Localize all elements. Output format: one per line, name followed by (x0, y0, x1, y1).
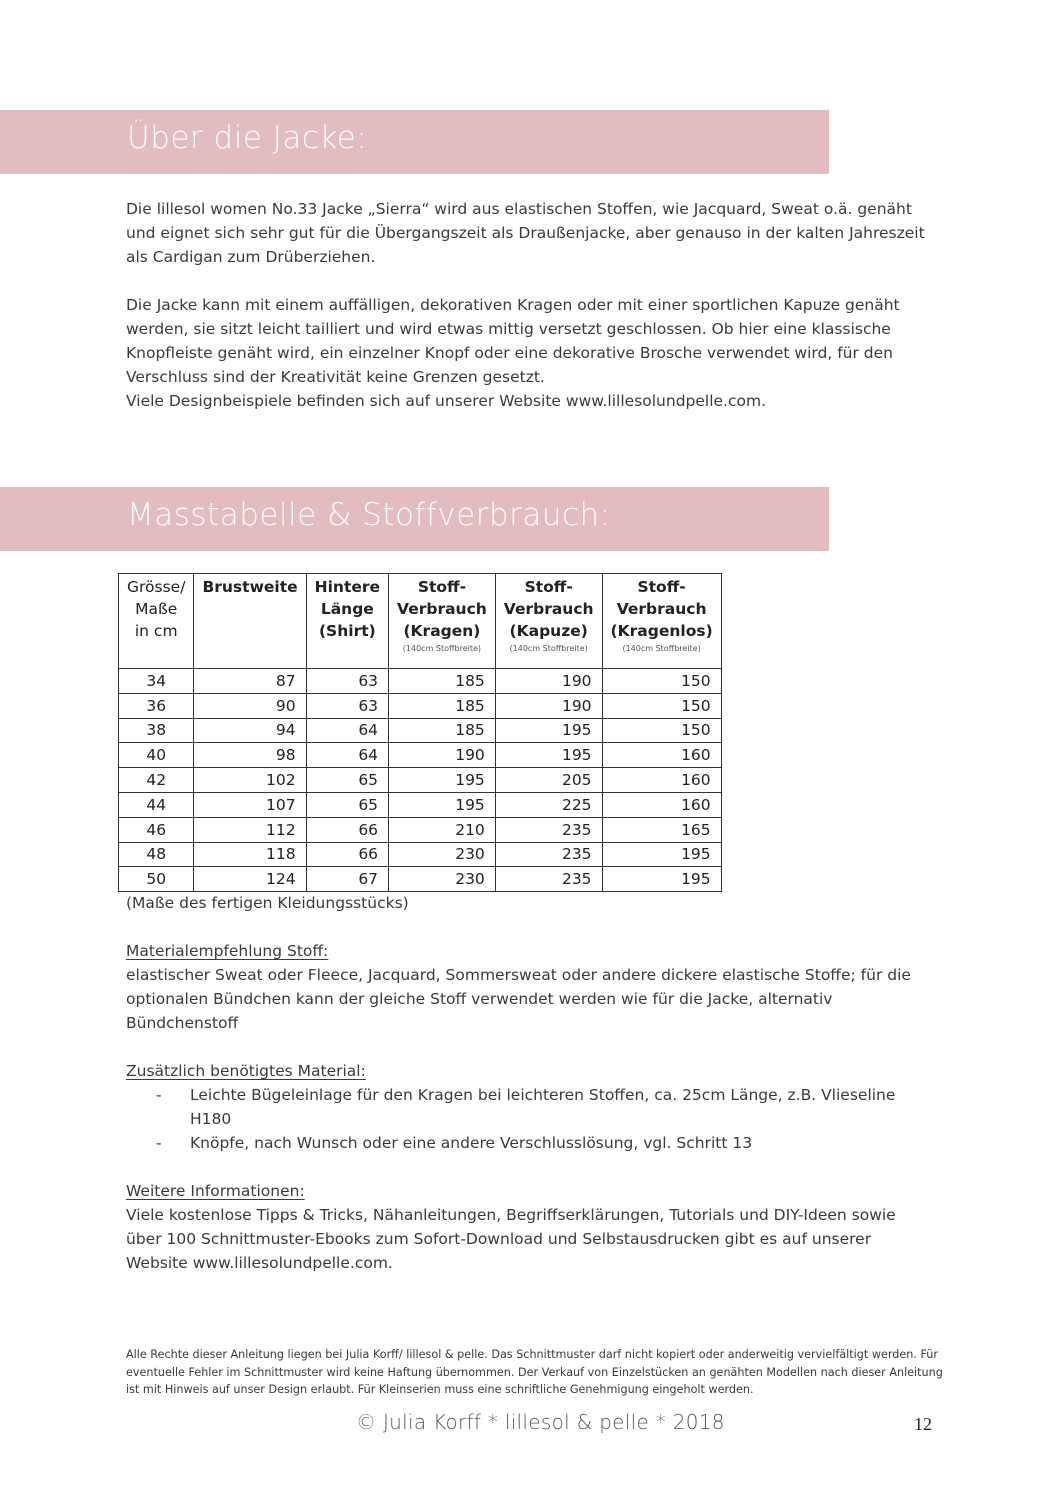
cell-hood: 190 (495, 693, 602, 718)
header-fabric-collarless: Stoff-Verbrauch (Kragenlos) (140cm Stoffbreite) (602, 574, 721, 669)
list-item: - Knöpfe, nach Wunsch oder eine andere Verschlusslösung, vgl. Schritt 13 (156, 1134, 753, 1152)
page-number: 12 (914, 1414, 932, 1434)
cell-hood: 195 (495, 718, 602, 743)
cell-chest: 98 (194, 743, 306, 768)
about-paragraph-3: Viele Designbeispiele befinden sich auf unserer Website www.lillesolundpelle.com. (126, 392, 767, 410)
cell-collarless: 195 (602, 867, 721, 892)
table-row (119, 842, 722, 867)
cell-chest: 107 (194, 792, 306, 817)
table-row (119, 693, 722, 718)
cell-hood: 235 (495, 817, 602, 842)
cell-chest: 102 (194, 768, 306, 793)
cell-collarless: 160 (602, 792, 721, 817)
header-fabric-collar: Stoff-Verbrauch (Kragen) (140cm Stoffbreite) (389, 574, 496, 669)
info-text: Viele kostenlose Tipps & Tricks, Nähanleitungen, Begriffserklärungen, Tutorials und DIY-Ideen sowie über 100 Schnittmuster-Ebooks zum Sofort-Download und Selbstausdrucken gibt es auf unserer Website www.lillesolundpelle.com. (126, 1206, 896, 1272)
cell-hood: 190 (495, 669, 602, 694)
cell-back: 63 (306, 693, 388, 718)
table-row (119, 867, 722, 892)
info-block (126, 1179, 936, 1275)
header-size: Grösse/ Maße in cm (119, 574, 194, 669)
header-fabric-hood: Stoff-Verbrauch (Kapuze) (140cm Stoffbreite) (495, 574, 602, 669)
cell-collar: 195 (389, 768, 496, 793)
table-row (119, 768, 722, 793)
table-header-row (119, 574, 722, 669)
cell-collar: 230 (389, 842, 496, 867)
cell-collarless: 165 (602, 817, 721, 842)
cell-back: 64 (306, 743, 388, 768)
cell-collar: 230 (389, 867, 496, 892)
cell-size: 44 (119, 792, 194, 817)
cell-size: 42 (119, 768, 194, 793)
material-text: elastischer Sweat oder Fleece, Jacquard, Sommersweat oder andere dickere elastische Stoffe; für die optionalen Bündchen kann der gleiche Stoff verwendet werden wie für die Jacke, alternativ Bündchenstoff (126, 966, 911, 1032)
cell-size: 48 (119, 842, 194, 867)
table-row (119, 669, 722, 694)
extra-list (156, 1083, 916, 1155)
material-heading: Materialempfehlung Stoff: (126, 942, 329, 960)
legal-notice: Alle Rechte dieser Anleitung liegen bei Julia Korff/ lillesol & pelle. Das Schnittmuster darf nicht kopiert oder anderweitig vervielfältigt werden. Für eventuelle Fehler im Schnittmuster wird keine Haftung übernommen. Der Verkauf von Einzelstücken an genähten Modellen nach dieser Anleitung ist mit Hinweis auf unser Design erlaubt. Für Kleinserien muss eine schriftliche Genehmigung eingeholt werden. (126, 1348, 943, 1396)
cell-hood: 235 (495, 842, 602, 867)
cell-chest: 94 (194, 718, 306, 743)
cell-collarless: 150 (602, 669, 721, 694)
footer-copyright: © Julia Korff * lillesol & pelle * 2018 (356, 1410, 725, 1434)
cell-chest: 87 (194, 669, 306, 694)
cell-back: 65 (306, 792, 388, 817)
cell-back: 67 (306, 867, 388, 892)
cell-collar: 185 (389, 693, 496, 718)
material-block (126, 939, 936, 1035)
size-table (118, 573, 722, 892)
about-text (126, 197, 936, 413)
extra-heading: Zusätzlich benötigtes Material: (126, 1062, 366, 1080)
cell-size: 50 (119, 867, 194, 892)
cell-collarless: 160 (602, 768, 721, 793)
cell-back: 66 (306, 842, 388, 867)
section-banner-sizes (0, 487, 829, 551)
about-paragraph-1: Die lillesol women No.33 Jacke „Sierra“ wird aus elastischen Stoffen, wie Jacquard, Sweat o.ä. genäht und eignet sich sehr gut für die Übergangszeit als Draußenjacke, aber genauso in der kalten Jahreszeit als Cardigan zum Drüberziehen. (126, 200, 925, 266)
table-caption: (Maße des fertigen Kleidungsstücks) (126, 894, 409, 912)
extra-heading-wrap (126, 1059, 936, 1083)
cell-size: 38 (119, 718, 194, 743)
section-banner-about (0, 110, 829, 174)
cell-chest: 112 (194, 817, 306, 842)
cell-chest: 118 (194, 842, 306, 867)
cell-collarless: 195 (602, 842, 721, 867)
cell-collarless: 150 (602, 718, 721, 743)
cell-chest: 124 (194, 867, 306, 892)
cell-collar: 185 (389, 669, 496, 694)
cell-collar: 190 (389, 743, 496, 768)
cell-size: 34 (119, 669, 194, 694)
cell-collarless: 150 (602, 693, 721, 718)
table-row (119, 743, 722, 768)
cell-hood: 225 (495, 792, 602, 817)
cell-collar: 185 (389, 718, 496, 743)
cell-back: 65 (306, 768, 388, 793)
header-back-length: Hintere Länge (Shirt) (306, 574, 388, 669)
cell-back: 63 (306, 669, 388, 694)
table-row (119, 817, 722, 842)
cell-collarless: 160 (602, 743, 721, 768)
list-item: - Leichte Bügeleinlage für den Kragen bei leichteren Stoffen, ca. 25cm Länge, z.B. Vlieseline H180 (156, 1086, 896, 1128)
cell-size: 46 (119, 817, 194, 842)
section-title-about: Über die Jacke: (127, 120, 368, 156)
cell-size: 36 (119, 693, 194, 718)
info-heading: Weitere Informationen: (126, 1182, 305, 1200)
cell-hood: 195 (495, 743, 602, 768)
cell-collar: 210 (389, 817, 496, 842)
table-row (119, 718, 722, 743)
section-title-sizes: Masstabelle & Stoffverbrauch: (127, 497, 611, 533)
table-row (119, 792, 722, 817)
header-chest: Brustweite (194, 574, 306, 669)
cell-size: 40 (119, 743, 194, 768)
cell-hood: 235 (495, 867, 602, 892)
cell-back: 66 (306, 817, 388, 842)
cell-hood: 205 (495, 768, 602, 793)
cell-back: 64 (306, 718, 388, 743)
about-paragraph-2: Die Jacke kann mit einem auffälligen, dekorativen Kragen oder mit einer sportlichen Kapuze genäht werden, sie sitzt leicht tailliert und wird etwas mittig versetzt geschlossen. Ob hier eine klassische Knopfleiste genäht wird, ein einzelner Knopf oder eine dekorative Brosche verwendet wird, für den Verschluss sind der Kreativität keine Grenzen gesetzt. (126, 296, 900, 386)
cell-collar: 195 (389, 792, 496, 817)
cell-chest: 90 (194, 693, 306, 718)
